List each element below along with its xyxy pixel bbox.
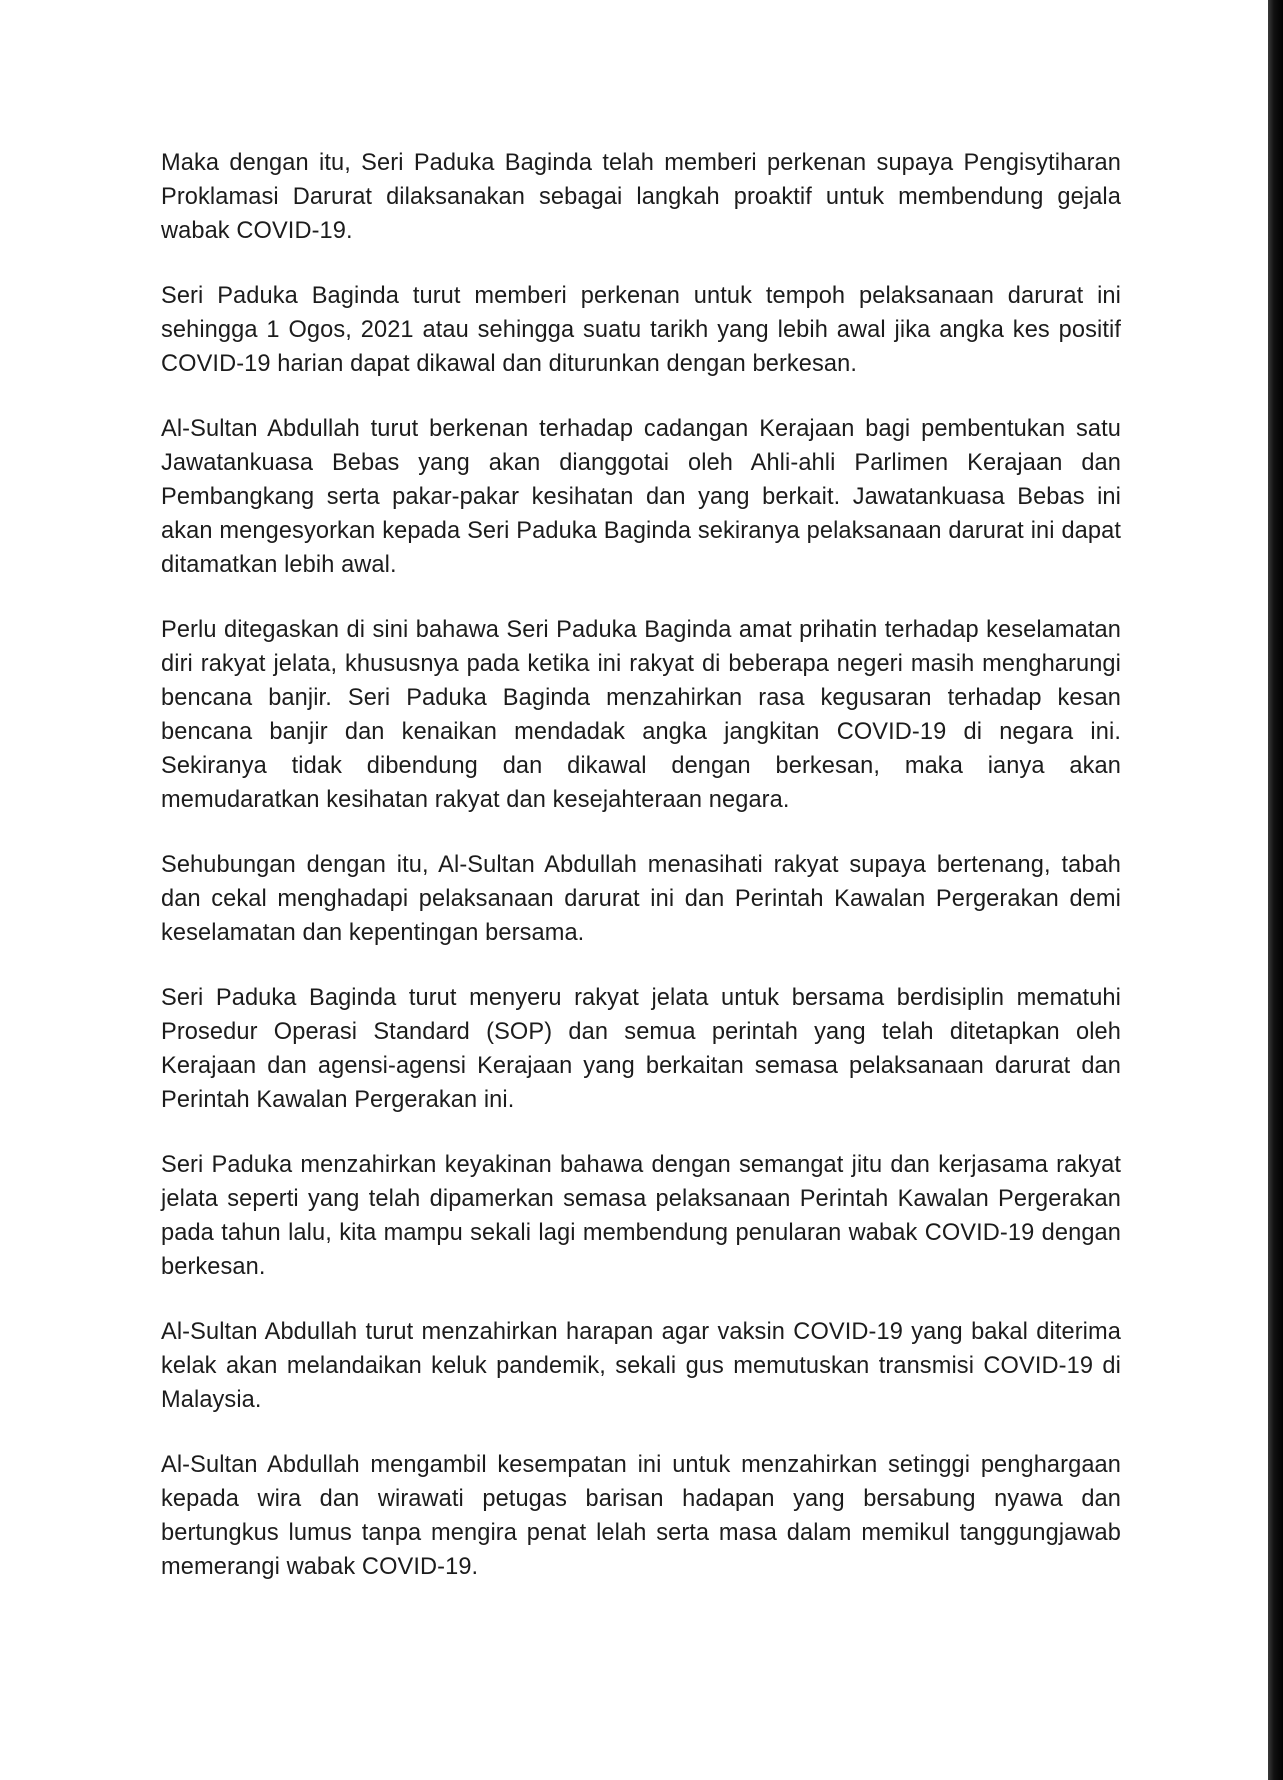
paragraph-1: Maka dengan itu, Seri Paduka Baginda telah memberi perkenan supaya Pengisytiharan Proklamasi Darurat dilaksanakan sebagai langkah proaktif untuk membendung gejala wabak COVID-19. — [161, 150, 1121, 244]
paragraph-3: Al-Sultan Abdullah turut berkenan terhadap cadangan Kerajaan bagi pembentukan satu Jawatankuasa Bebas yang akan dianggotai oleh Ahli-ahli Parlimen Kerajaan dan Pembangkang serta pakar-pakar kesihatan dan yang berkait. Jawatankuasa Bebas ini akan mengesyorkan kepada Seri Paduka Baginda sekiranya pelaksanaan darurat ini dapat ditamatkan lebih awal. — [161, 416, 1121, 578]
paragraph-5: Sehubungan dengan itu, Al-Sultan Abdullah menasihati rakyat supaya bertenang, tabah dan cekal menghadapi pelaksanaan darurat ini dan Perintah Kawalan Pergerakan demi keselamatan dan kepentingan bersama. — [161, 852, 1121, 946]
paragraph-6: Seri Paduka Baginda turut menyeru rakyat jelata untuk bersama berdisiplin mematuhi Prosedur Operasi Standard (SOP) dan semua perintah yang telah ditetapkan oleh Kerajaan dan agensi-agensi Kerajaan yang berkaitan semasa pelaksanaan darurat dan Perintah Kawalan Pergerakan ini. — [161, 985, 1121, 1113]
document-body — [161, 146, 1121, 1615]
paragraph-2: Seri Paduka Baginda turut memberi perkenan untuk tempoh pelaksanaan darurat ini sehingga 1 Ogos, 2021 atau sehingga suatu tarikh yang lebih awal jika angka kes positif COVID-19 harian dapat dikawal dan diturunkan dengan berkesan. — [161, 283, 1121, 377]
paragraph-4: Perlu ditegaskan di sini bahawa Seri Paduka Baginda amat prihatin terhadap keselamatan diri rakyat jelata, khususnya pada ketika ini rakyat di beberapa negeri masih mengharungi bencana banjir. Seri Paduka Baginda menzahirkan rasa kegusaran terhadap kesan bencana banjir dan kenaikan mendadak angka jangkitan COVID-19 di negara ini. Sekiranya tidak dibendung dan dikawal dengan berkesan, maka ianya akan memudaratkan kesihatan rakyat dan kesejahteraan negara. — [161, 617, 1121, 813]
paragraph-9: Al-Sultan Abdullah mengambil kesempatan ini untuk menzahirkan setinggi penghargaan kepada wira dan wirawati petugas barisan hadapan yang bersabung nyawa dan bertungkus lumus tanpa mengira penat lelah serta masa dalam memikul tanggungjawab memerangi wabak COVID-19. — [161, 1452, 1121, 1580]
paragraph-8: Al-Sultan Abdullah turut menzahirkan harapan agar vaksin COVID-19 yang bakal diterima kelak akan melandaikan keluk pandemik, sekali gus memutuskan transmisi COVID-19 di Malaysia. — [161, 1319, 1121, 1413]
page-edge-shadow — [1268, 0, 1283, 1780]
paragraph-7: Seri Paduka menzahirkan keyakinan bahawa dengan semangat jitu dan kerjasama rakyat jelata seperti yang telah dipamerkan semasa pelaksanaan Perintah Kawalan Pergerakan pada tahun lalu, kita mampu sekali lagi membendung penularan wabak COVID-19 dengan berkesan. — [161, 1152, 1121, 1280]
